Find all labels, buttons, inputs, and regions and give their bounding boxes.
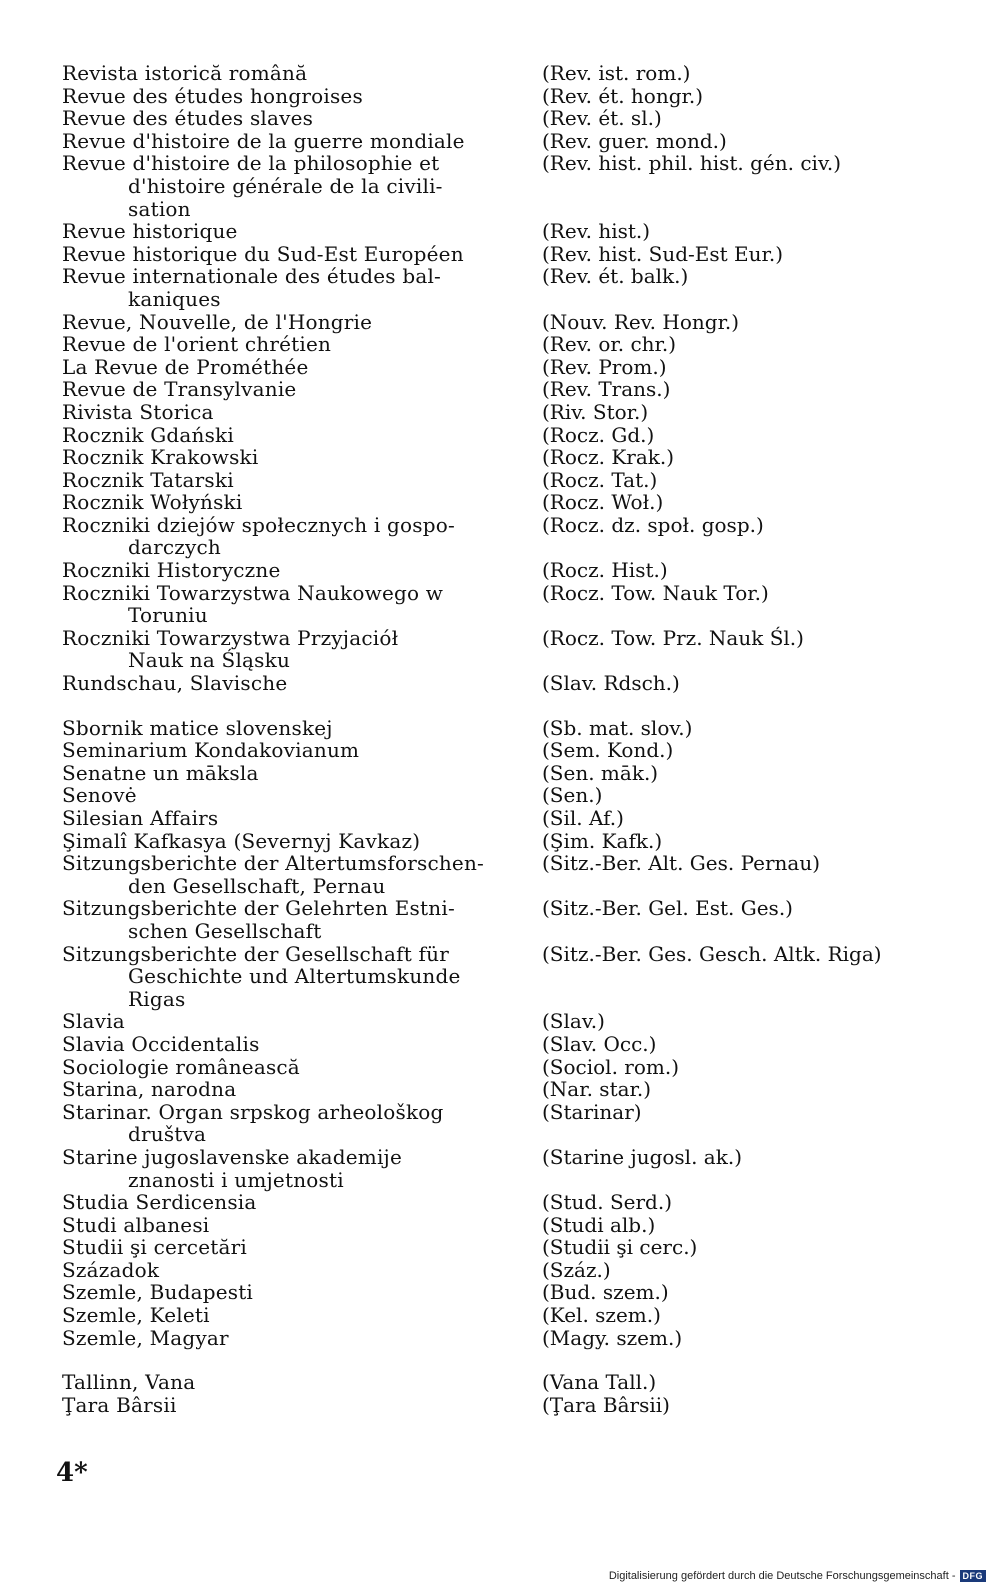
- journal-title: [62, 469, 540, 492]
- list-item: [62, 85, 962, 108]
- list-item: [62, 1327, 962, 1350]
- journal-title-line: Senovė: [62, 783, 137, 808]
- journal-title-line: Studia Serdicensia: [62, 1190, 257, 1215]
- journal-title-continuation: schen Gesellschaft: [128, 918, 322, 943]
- list-item: [62, 356, 962, 379]
- journal-abbreviation: (Vana Tall.): [542, 1370, 657, 1395]
- journal-abbreviation: (Ţara Bârsii): [542, 1392, 670, 1417]
- journal-title: [62, 378, 540, 401]
- list-item: [62, 378, 962, 401]
- journal-title-line: Studii şi cercetări: [62, 1235, 247, 1260]
- journal-title-line: Revue historique du Sud-Est Européen: [62, 241, 464, 266]
- journal-abbreviation: (Sen.): [542, 783, 603, 808]
- list-item: [62, 514, 962, 559]
- journal-abbreviation: (Bud. szem.): [542, 1280, 669, 1305]
- journal-title: [62, 1371, 540, 1394]
- list-item: [62, 401, 962, 424]
- journal-title: [62, 62, 540, 85]
- journal-title: [62, 265, 540, 310]
- list-item: [62, 1259, 962, 1282]
- journal-abbreviation: (Şim. Kafk.): [542, 828, 663, 853]
- journal-title: [62, 243, 540, 266]
- list-item: [62, 1394, 962, 1417]
- list-item: [62, 1191, 962, 1214]
- section-gap: [62, 1349, 962, 1371]
- journal-abbreviation: (Száz.): [542, 1257, 611, 1282]
- list-item: [62, 446, 962, 469]
- journal-title: [62, 1078, 540, 1101]
- list-item: [62, 852, 962, 897]
- journal-abbreviation: (Slav. Rdsch.): [542, 671, 680, 696]
- list-item: [62, 130, 962, 153]
- journal-title-line: Şimalî Kafkasya (Severnyj Kavkaz): [62, 828, 421, 853]
- journal-abbreviation: (Rev. ist. rom.): [542, 61, 691, 85]
- journal-title-line: Revue d'histoire de la guerre mondiale: [62, 128, 465, 153]
- journal-title-line: Szemle, Keleti: [62, 1303, 210, 1328]
- journal-abbreviation: (Rev. ét. sl.): [542, 106, 662, 131]
- journal-title: [62, 401, 540, 424]
- journal-title: [62, 491, 540, 514]
- journal-abbreviation: (Sil. Af.): [542, 806, 624, 830]
- journal-title: [62, 220, 540, 243]
- journal-abbreviation: (Rev. or. chr.): [542, 332, 677, 357]
- journal-title-line: Revue de l'orient chrétien: [62, 332, 332, 357]
- journal-abbreviation: (Sociol. rom.): [542, 1054, 680, 1079]
- journal-title-line: Slavia Occidentalis: [62, 1031, 260, 1056]
- journal-title: [62, 1259, 540, 1282]
- journal-abbreviation: (Sitz.-Ber. Gel. Est. Ges.): [542, 896, 793, 921]
- list-item: [62, 107, 962, 130]
- journal-title-line: Roczniki Towarzystwa Przyjaciół: [62, 625, 399, 650]
- list-item: [62, 1281, 962, 1304]
- list-item: [62, 220, 962, 243]
- journal-title: [62, 784, 540, 807]
- journal-title-line: Szemle, Budapesti: [62, 1280, 254, 1305]
- journal-title: [62, 333, 540, 356]
- list-item: [62, 627, 962, 672]
- journal-title-continuation: znanosti i umjetnosti: [128, 1167, 344, 1192]
- journal-title-continuation: Geschichte und Altertumskunde: [128, 964, 461, 989]
- journal-title-continuation: kaniques: [128, 286, 221, 311]
- journal-title-line: Rocznik Krakowski: [62, 445, 259, 470]
- journal-title-line: Századok: [62, 1257, 160, 1282]
- journal-abbreviation: (Sen. māk.): [542, 760, 659, 785]
- journal-abbreviation: (Magy. szem.): [542, 1325, 683, 1350]
- journal-title-line: Senatne un māksla: [62, 760, 259, 785]
- journal-abbreviation: (Rev. ét. balk.): [542, 264, 689, 289]
- journal-title: [62, 672, 540, 695]
- journal-title-line: Szemle, Magyar: [62, 1325, 229, 1350]
- journal-abbreviation: (Sitz.-Ber. Ges. Gesch. Altk. Riga): [542, 941, 882, 966]
- journal-title-line: Sitzungsberichte der Gesellschaft für: [62, 941, 449, 966]
- journal-title-line: Sitzungsberichte der Gelehrten Estni-: [62, 896, 455, 921]
- journal-title-line: Tallinn, Vana: [62, 1370, 196, 1395]
- list-item: [62, 491, 962, 514]
- journal-title: [62, 130, 540, 153]
- journal-abbreviation: (Rev. ét. hongr.): [542, 83, 704, 108]
- journal-abbreviation: (Sem. Kond.): [542, 738, 674, 763]
- list-item: [62, 582, 962, 627]
- journal-title-line: Rocznik Gdański: [62, 422, 234, 447]
- journal-title: [62, 807, 540, 830]
- journal-title: [62, 1056, 540, 1079]
- journal-title: [62, 107, 540, 130]
- journal-title: [62, 514, 540, 559]
- list-item: [62, 559, 962, 582]
- journal-title-continuation: Rigas: [128, 986, 186, 1011]
- list-item: [62, 1056, 962, 1079]
- journal-abbreviation: (Rocz. Hist.): [542, 558, 668, 583]
- list-item: [62, 243, 962, 266]
- journal-title-line: Rundschau, Slavische: [62, 671, 288, 696]
- journal-title: [62, 830, 540, 853]
- journal-title: [62, 85, 540, 108]
- journal-title: [62, 762, 540, 785]
- journal-title: [62, 1304, 540, 1327]
- journal-abbreviation: (Rev. guer. mond.): [542, 128, 727, 153]
- journal-title-continuation: Toruniu: [128, 603, 208, 628]
- journal-title: [62, 1214, 540, 1237]
- journal-title-line: Revue internationale des études bal-: [62, 264, 442, 289]
- journal-abbreviation: (Stud. Serd.): [542, 1190, 672, 1215]
- list-item: [62, 672, 962, 695]
- journal-title-line: Roczniki Historyczne: [62, 558, 281, 583]
- journal-title: [62, 1394, 540, 1417]
- list-item: [62, 1214, 962, 1237]
- list-item: [62, 717, 962, 740]
- journal-title: [62, 1101, 540, 1146]
- journal-title: [62, 1191, 540, 1214]
- section-gap: [62, 695, 962, 717]
- list-item: [62, 152, 962, 220]
- journal-title-line: Revue de Transylvanie: [62, 377, 297, 402]
- list-item: [62, 1101, 962, 1146]
- list-item: [62, 1033, 962, 1056]
- abbreviation-list: [62, 62, 962, 1416]
- journal-abbreviation: (Slav.): [542, 1009, 605, 1034]
- list-item: [62, 311, 962, 334]
- journal-abbreviation: (Studi alb.): [542, 1212, 656, 1237]
- journal-title-line: Rocznik Tatarski: [62, 467, 234, 492]
- list-item: [62, 1146, 962, 1191]
- journal-title-line: Revue des études hongroises: [62, 83, 363, 108]
- journal-title-line: Revue d'histoire de la philosophie et: [62, 151, 440, 176]
- journal-title-continuation: Nauk na Śląsku: [128, 648, 291, 673]
- journal-title-line: Seminarium Kondakovianum: [62, 738, 360, 763]
- journal-abbreviation: (Rev. hist. Sud-Est Eur.): [542, 241, 784, 266]
- journal-title-line: Ţara Bârsii: [62, 1392, 177, 1417]
- journal-title-line: Revue historique: [62, 219, 238, 244]
- journal-title: [62, 1327, 540, 1350]
- list-item: [62, 62, 962, 85]
- journal-abbreviation: (Sb. mat. slov.): [542, 715, 693, 740]
- list-item: [62, 333, 962, 356]
- journal-title: [62, 627, 540, 672]
- journal-title: [62, 717, 540, 740]
- journal-abbreviation: (Rocz. Woł.): [542, 490, 664, 515]
- journal-title-line: Revista istorică română: [62, 61, 308, 85]
- journal-title-continuation: den Gesellschaft, Pernau: [128, 873, 386, 898]
- list-item: [62, 1078, 962, 1101]
- journal-title: [62, 1033, 540, 1056]
- journal-title-line: Roczniki Towarzystwa Naukowego w: [62, 580, 444, 605]
- list-item: [62, 739, 962, 762]
- journal-title-line: Roczniki dziejów społecznych i gospo-: [62, 512, 455, 537]
- footer-text: Digitalisierung gefördert durch die Deutsche Forschungsgemeinschaft -: [608, 1570, 956, 1582]
- journal-abbreviation: (Nar. star.): [542, 1077, 652, 1102]
- journal-title-line: Rocznik Wołyński: [62, 490, 243, 515]
- journal-title: [62, 897, 540, 942]
- journal-title-line: Sitzungsberichte der Altertumsforschen-: [62, 851, 485, 876]
- journal-title: [62, 852, 540, 897]
- journal-abbreviation: (Studii şi cerc.): [542, 1235, 698, 1260]
- journal-title-line: Starina, narodna: [62, 1077, 237, 1102]
- journal-abbreviation: (Rev. Prom.): [542, 354, 667, 379]
- journal-title: [62, 1010, 540, 1033]
- journal-abbreviation: (Rocz. dz. społ. gosp.): [542, 512, 764, 537]
- journal-title-continuation: sation: [128, 196, 191, 221]
- list-item: [62, 1236, 962, 1259]
- journal-abbreviation: (Riv. Stor.): [542, 399, 649, 424]
- journal-abbreviation: (Nouv. Rev. Hongr.): [542, 309, 740, 334]
- dfg-logo: DFG: [960, 1570, 987, 1582]
- journal-title-line: Sociologie românească: [62, 1054, 300, 1079]
- journal-title-line: Rivista Storica: [62, 399, 214, 424]
- journal-title-continuation: darczych: [128, 535, 222, 560]
- journal-title: [62, 559, 540, 582]
- journal-abbreviation: (Rev. Trans.): [542, 377, 671, 402]
- list-item: [62, 1304, 962, 1327]
- journal-title: [62, 1146, 540, 1191]
- list-item: [62, 943, 962, 1011]
- journal-title: [62, 152, 540, 220]
- list-item: [62, 265, 962, 310]
- journal-abbreviation: (Rocz. Tow. Prz. Nauk Śl.): [542, 625, 804, 650]
- journal-title: [62, 446, 540, 469]
- journal-title-line: Revue, Nouvelle, de l'Hongrie: [62, 309, 373, 334]
- list-item: [62, 784, 962, 807]
- journal-abbreviation: (Starine jugosl. ak.): [542, 1144, 742, 1169]
- list-item: [62, 807, 962, 830]
- list-item: [62, 1010, 962, 1033]
- journal-abbreviation: (Rev. hist.): [542, 219, 651, 244]
- journal-title-continuation: d'histoire générale de la civili-: [128, 173, 443, 198]
- journal-title: [62, 943, 540, 1011]
- journal-title-line: Studi albanesi: [62, 1212, 210, 1237]
- list-item: [62, 1371, 962, 1394]
- list-item: [62, 830, 962, 853]
- journal-title-line: Starine jugoslavenske akademije: [62, 1144, 402, 1169]
- journal-title: [62, 311, 540, 334]
- journal-title: [62, 582, 540, 627]
- journal-title-continuation: društva: [128, 1122, 207, 1147]
- journal-abbreviation: (Rocz. Krak.): [542, 445, 675, 470]
- footer: [609, 1570, 986, 1582]
- journal-title: [62, 739, 540, 762]
- journal-title: [62, 424, 540, 447]
- journal-title-line: Silesian Affairs: [62, 806, 219, 830]
- list-item: [62, 762, 962, 785]
- journal-title-line: Sbornik matice slovenskej: [62, 715, 333, 740]
- page-number: 4*: [56, 1458, 88, 1488]
- journal-abbreviation: (Sitz.-Ber. Alt. Ges. Pernau): [542, 851, 821, 876]
- journal-title-line: Starinar. Organ srpskog arheološkog: [62, 1099, 444, 1124]
- journal-title-line: Slavia: [62, 1009, 125, 1034]
- journal-abbreviation: (Rocz. Gd.): [542, 422, 655, 447]
- journal-abbreviation: (Starinar): [542, 1099, 642, 1124]
- list-item: [62, 424, 962, 447]
- journal-title-line: La Revue de Prométhée: [62, 354, 309, 379]
- journal-title: [62, 1236, 540, 1259]
- list-item: [62, 469, 962, 492]
- journal-abbreviation: (Rocz. Tat.): [542, 467, 658, 492]
- journal-abbreviation: (Rocz. Tow. Nauk Tor.): [542, 580, 769, 605]
- journal-title: [62, 1281, 540, 1304]
- list-item: [62, 897, 962, 942]
- journal-title-line: Revue des études slaves: [62, 106, 314, 131]
- journal-abbreviation: (Slav. Occ.): [542, 1031, 657, 1056]
- journal-title: [62, 356, 540, 379]
- journal-abbreviation: (Rev. hist. phil. hist. gén. civ.): [542, 151, 842, 176]
- journal-abbreviation: (Kel. szem.): [542, 1303, 661, 1328]
